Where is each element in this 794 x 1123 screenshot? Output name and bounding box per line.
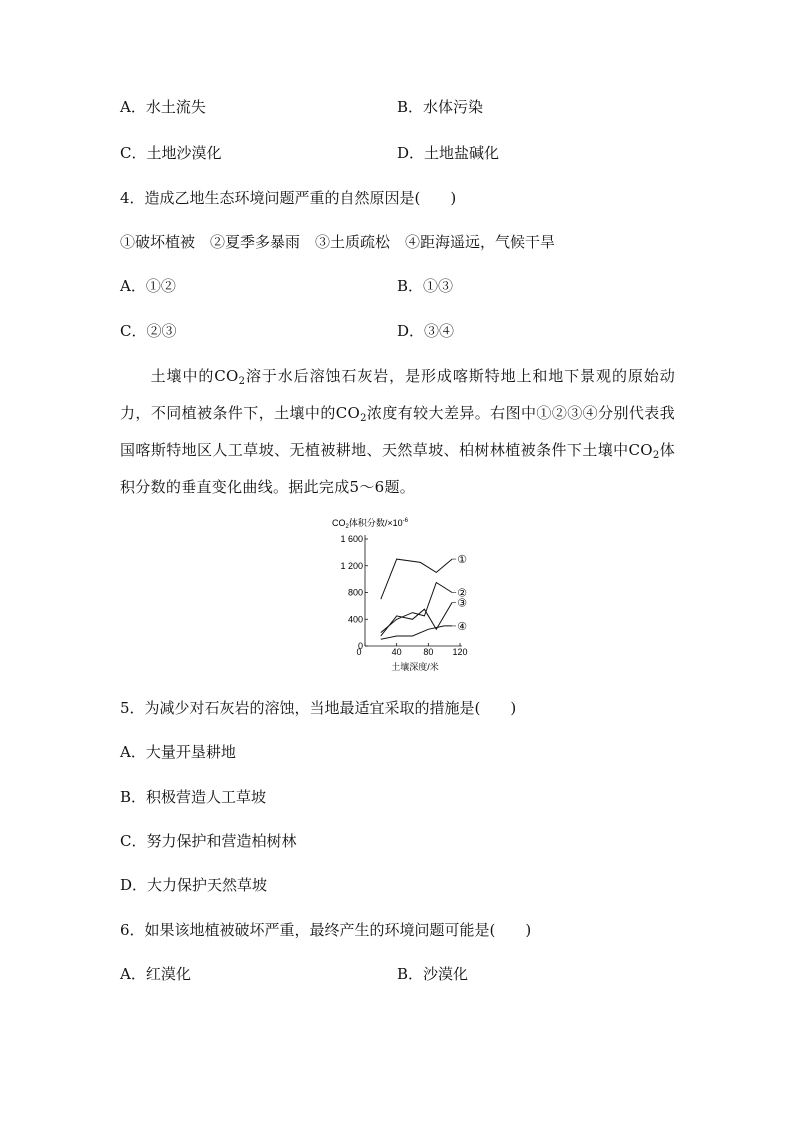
chart-axes xyxy=(340,534,467,657)
q3-option-b: B．水体污染 xyxy=(397,98,484,116)
series-label-1: ① xyxy=(457,554,467,567)
x-tick-label: 0 xyxy=(356,647,362,657)
q3-option-c: C．土地沙漠化 xyxy=(120,144,222,162)
series-label-2: ② xyxy=(457,587,467,600)
y-tick-label: 1 200 xyxy=(340,560,363,571)
q5-stem: 5．为减少对石灰岩的溶蚀，当地最适宜采取的措施是( ) xyxy=(120,699,517,717)
q5-option-c: C．努力保护和营造柏树林 xyxy=(120,832,297,850)
series-label-3: ③ xyxy=(457,597,467,610)
co2-formula: $CO_2$ xyxy=(214,367,246,387)
chart-ylabel: $CO_2$体积分数$/\times 10^{-6}$ xyxy=(332,518,408,530)
y-tick-label: 400 xyxy=(347,614,363,625)
q6-option-a: A．红漠化 xyxy=(120,965,191,983)
passage-part-3: 浓度有较大差异。右图中①②③④分别代表我国喀斯特地区人工草坡、无植被耕地、天然草坡、柏树林植被条件下土壤中 xyxy=(120,404,675,459)
series-label-4: ④ xyxy=(457,620,467,633)
q4-choices: ①破坏植被 ②夏季多暴雨 ③土质疏松 ④距海遥远，气候干旱 xyxy=(120,233,556,251)
q5-option-d: D．大力保护天然草坡 xyxy=(120,876,268,894)
passage-part-4: 体积分数的垂直变化曲线。据此完成5～6题。 xyxy=(120,441,675,496)
y-tick-label: 1 600 xyxy=(340,534,363,544)
reading-passage xyxy=(120,358,675,506)
q4-stem: 4．造成乙地生态环境问题严重的自然原因是( ) xyxy=(120,189,457,207)
q6-stem: 6．如果该地植被破坏严重，最终产生的环境问题可能是( ) xyxy=(120,921,532,939)
x-tick-label: 120 xyxy=(452,647,468,657)
q3-option-d: D．土地盐碱化 xyxy=(397,144,500,162)
q5-option-b: B．积极营造人工草坡 xyxy=(120,788,267,806)
series-line-4 xyxy=(381,626,452,639)
passage-part-2: 溶于水后溶蚀石灰岩，是形成喀斯特地上和地下景观的原始动力，不同植被条件下，土壤中的 xyxy=(120,367,676,422)
co2-formula: $CO_2$ xyxy=(628,441,660,461)
passage-part-1: 土壤中的 xyxy=(150,367,215,385)
chart-series xyxy=(381,554,467,639)
q5-option-a: A．大量开垦耕地 xyxy=(120,743,236,761)
co2-formula: $CO_2$ xyxy=(335,404,367,424)
series-line-2 xyxy=(381,583,452,633)
q3-option-a: A．水土流失 xyxy=(120,98,206,116)
q6-option-b: B．沙漠化 xyxy=(397,965,469,983)
y-tick-label: 800 xyxy=(347,587,363,598)
x-tick-label: 80 xyxy=(423,647,434,657)
chart-xlabel: 土壤深度/米 xyxy=(391,662,439,672)
q4-option-b: B．①③ xyxy=(397,277,454,295)
series-line-3 xyxy=(381,603,452,637)
q4-option-a: A．①② xyxy=(120,277,176,295)
x-tick-label: 40 xyxy=(391,647,402,657)
co2-depth-chart xyxy=(330,512,480,677)
q4-option-c: C．②③ xyxy=(120,322,177,340)
q4-option-d: D．③④ xyxy=(397,322,455,340)
y-tick-label: 0 xyxy=(357,641,363,651)
series-line-1 xyxy=(381,559,452,599)
